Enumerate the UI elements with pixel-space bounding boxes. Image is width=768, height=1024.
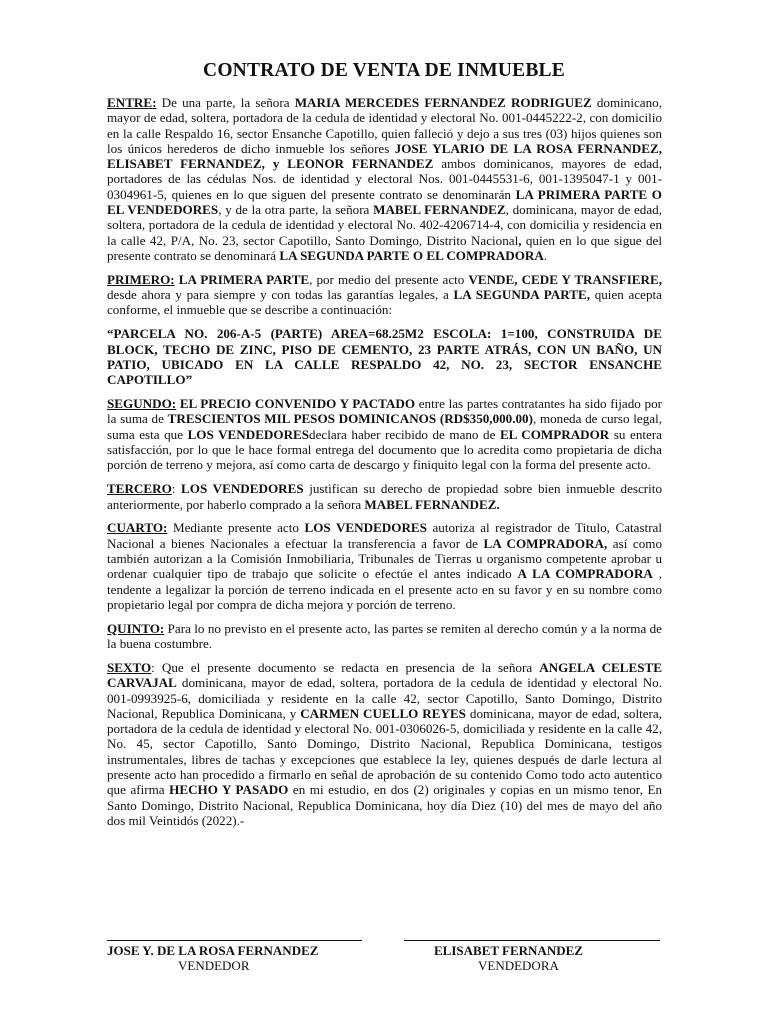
text-run: desde ahora y para siempre y con todas las garantías legales, a bbox=[107, 287, 454, 303]
text-run: justifican su derecho de propiedad sobre bien inmueble descrito anteriormente, por haberlo comprado a la señora bbox=[107, 481, 662, 512]
text-run: LA PRIMERA PARTE O EL VENDEDORES bbox=[107, 186, 662, 218]
text-run: TRESCIENTOS MIL PESOS DOMINICANOS (RD$350,000.00) bbox=[167, 411, 533, 427]
text-run: dominicano, mayor de edad, soltera, portadora de la cedula de identidad y electoral No. 001-0445222-2, con domicilio en la calle Respaldo 16, sector Ensanche Capotillo, quien falleció y dejo a sus tres (03) hijos quienes son los únicos herederos de dicho inmueble los señores bbox=[107, 95, 662, 156]
text-run: MARIA MERCEDES FERNANDEZ RODRIGUEZ bbox=[294, 95, 592, 110]
text-run: quien acepta conforme, el inmueble que se describe a continuación: bbox=[107, 287, 662, 318]
clause-label: TERCERO bbox=[107, 481, 172, 497]
text-run: entre las partes contratantes ha sido fijado por la suma de bbox=[107, 396, 662, 427]
clause-label: SEGUNDO: bbox=[107, 396, 177, 412]
text-run: quien en lo que sigue del presente contrato se denominará bbox=[107, 232, 662, 263]
clause-tercero bbox=[107, 481, 662, 512]
text-run: EL COMPRADOR bbox=[499, 426, 610, 442]
text-run: declara haber recibido de mano de bbox=[309, 426, 500, 442]
clause-label: PRIMERO: bbox=[107, 271, 175, 287]
text-run: JOSE YLARIO DE LA ROSA FERNANDEZ, ELISABET FERNANDEZ, y LEONOR FERNANDEZ bbox=[107, 140, 662, 172]
text-run: ambos dominicanos, mayores de edad, portadores de las cédulas Nos. de identidad y electoral Nos. 001-0445531-6, 001-1395047-1 y 001-0304961-5, quienes en lo que siguen del presente contrato se denominarán bbox=[107, 156, 662, 202]
text-run: MABEL FERNANDEZ bbox=[373, 202, 506, 218]
text-run: MABEL FERNANDEZ. bbox=[364, 496, 500, 512]
text-run: dominicana, mayor de edad, soltera, portadora de la cedula de identidad y electoral No. 001-0306026-5, domiciliada y residente en la calle 42, No. 45, sector Capotillo, Santo Domingo, Distrito Nacional, Republica Dominicana, testigos instrumentales, libres de tachas y excepciones que establece la ley, quienes después de darle lectura al presente acto han procedido a firmarlo en señal de aprobación de su contenido Como todo acto autentico que afirma bbox=[107, 705, 663, 798]
text-run: , dominicana, mayor de edad, soltera, portadora de la cedula de identidad y electoral No. 402-4206714-4, con domicilia y residencia en la calle 42, P/A, No. 23, sector Capotillo, Santo Domingo, Distrito Nacional bbox=[107, 202, 662, 248]
text-run: dominicana, mayor de edad, soltera, portadora de la cedula de identidad y electoral No. 001-0993925-6, domiciliada y residente en la calle 42, sector Capotillo, Santo Domingo, Distrito Nacional, Republica Dominicana, y bbox=[107, 675, 662, 721]
contract-body bbox=[107, 95, 662, 828]
signature-name-seller-1: JOSE Y. DE LA ROSA FERNANDEZ bbox=[107, 943, 319, 958]
text-run: LA SEGUNDA PARTE O EL COMPRADORA bbox=[279, 247, 544, 263]
text-run: en mi estudio, en dos (2) originales y copias en un mismo tenor, En Santo Domingo, Distrito Nacional, Republica Dominicana, hoy día Diez (10) del mes de mayo del año dos mil Veintidós (2022).- bbox=[107, 782, 663, 828]
text-run: así como también autorizan a la Comisión Inmobiliaria, Tribunales de Tierras u organismo competente aprobar u ordenar cualquier tipo de trabajo que solicite o efectúe el antes indicado bbox=[107, 535, 662, 582]
signature-line-seller-2 bbox=[404, 940, 660, 941]
text-run: Mediante presente acto bbox=[167, 520, 305, 536]
text-run: : bbox=[171, 481, 182, 497]
text-run: “PARCELA NO. 206-A-5 (PARTE) AREA=68.25M2 ESCOLA: 1=100, CONSTRUIDA DE BLOCK, TECHO DE ZINC, PISO DE CEMENTO, 23 PARTE ATRÁS, CON UN BAÑO, UN PATIO, UBICADO EN LA CALLE RESPALDO 42, NO. 23, SECTOR ENSANCHE CAPOTILLO” bbox=[107, 326, 662, 388]
text-run: A LA COMPRADORA bbox=[517, 566, 653, 582]
property-description bbox=[107, 326, 662, 387]
text-run: , tendente a legalizar la porción de terreno indicada en el presente acto en su favor y en su nombre como propietario legal por compra de dicha mejora y porción de terreno. bbox=[107, 566, 662, 612]
text-run: VENDE, CEDE Y TRANSFIERE, bbox=[468, 271, 662, 287]
clause-label: SEXTO bbox=[107, 659, 152, 675]
clause-label: QUINTO: bbox=[107, 620, 165, 636]
signature-role-seller-2: VENDEDORA bbox=[478, 958, 559, 973]
text-run: LOS VENDEDORES bbox=[181, 481, 304, 497]
clause-primero bbox=[107, 272, 662, 318]
text-run: LA SEGUNDA PARTE, bbox=[453, 287, 590, 303]
text-run: De una parte, la señora bbox=[156, 95, 295, 110]
signature-role-seller-1: VENDEDOR bbox=[178, 958, 250, 973]
signature-line-seller-1 bbox=[107, 940, 362, 941]
clause-segundo bbox=[107, 396, 662, 472]
text-run: CARMEN CUELLO REYES bbox=[300, 705, 466, 721]
text-run: , moneda de curso legal, suma esta que bbox=[107, 411, 662, 442]
paragraph-entre bbox=[107, 95, 662, 263]
text-run: autoriza al registrador de Titulo, Catastral Nacional a bienes Nacionales a efectuar la transferencia a favor de bbox=[107, 520, 663, 551]
text-run: , bbox=[518, 232, 522, 248]
text-run: ANGELA CELESTE CARVAJAL bbox=[107, 659, 662, 691]
clause-sexto bbox=[107, 660, 662, 828]
text-run: EL PRECIO CONVENIDO Y PACTADO bbox=[179, 396, 416, 412]
text-run: LA COMPRADORA, bbox=[483, 535, 608, 551]
clause-label: CUARTO: bbox=[107, 520, 168, 536]
clause-quinto bbox=[107, 621, 662, 652]
text-run: Para lo no previsto en el presente acto, las partes se remiten al derecho común y a la norma de la buena costumbre. bbox=[107, 620, 662, 652]
clause-cuarto bbox=[107, 520, 662, 612]
text-run: , por medio del presente acto bbox=[309, 271, 469, 287]
clause-label: ENTRE: bbox=[107, 95, 157, 110]
text-run: LOS VENDEDORES bbox=[304, 520, 427, 536]
signature-name-seller-2: ELISABET FERNANDEZ bbox=[434, 943, 583, 958]
text-run: . bbox=[543, 247, 548, 263]
text-run: , y de la otra parte, la señora bbox=[218, 202, 374, 218]
document-title: CONTRATO DE VENTA DE INMUEBLE bbox=[203, 60, 565, 81]
text-run: HECHO Y PASADO bbox=[169, 782, 289, 798]
text-run: LA PRIMERA PARTE bbox=[178, 271, 310, 287]
text-run: : Que el presente documento se redacta en presencia de la señora bbox=[151, 659, 540, 675]
text-run: su entera satisfacción, por lo que le hace formal entrega del documento que lo acredita como propietaria de dicha porción de terreno y mejora, así como carta de descargo y finiquito legal con la forma del presente acto. bbox=[107, 426, 662, 473]
text-run: LOS VENDEDORES bbox=[187, 426, 310, 442]
